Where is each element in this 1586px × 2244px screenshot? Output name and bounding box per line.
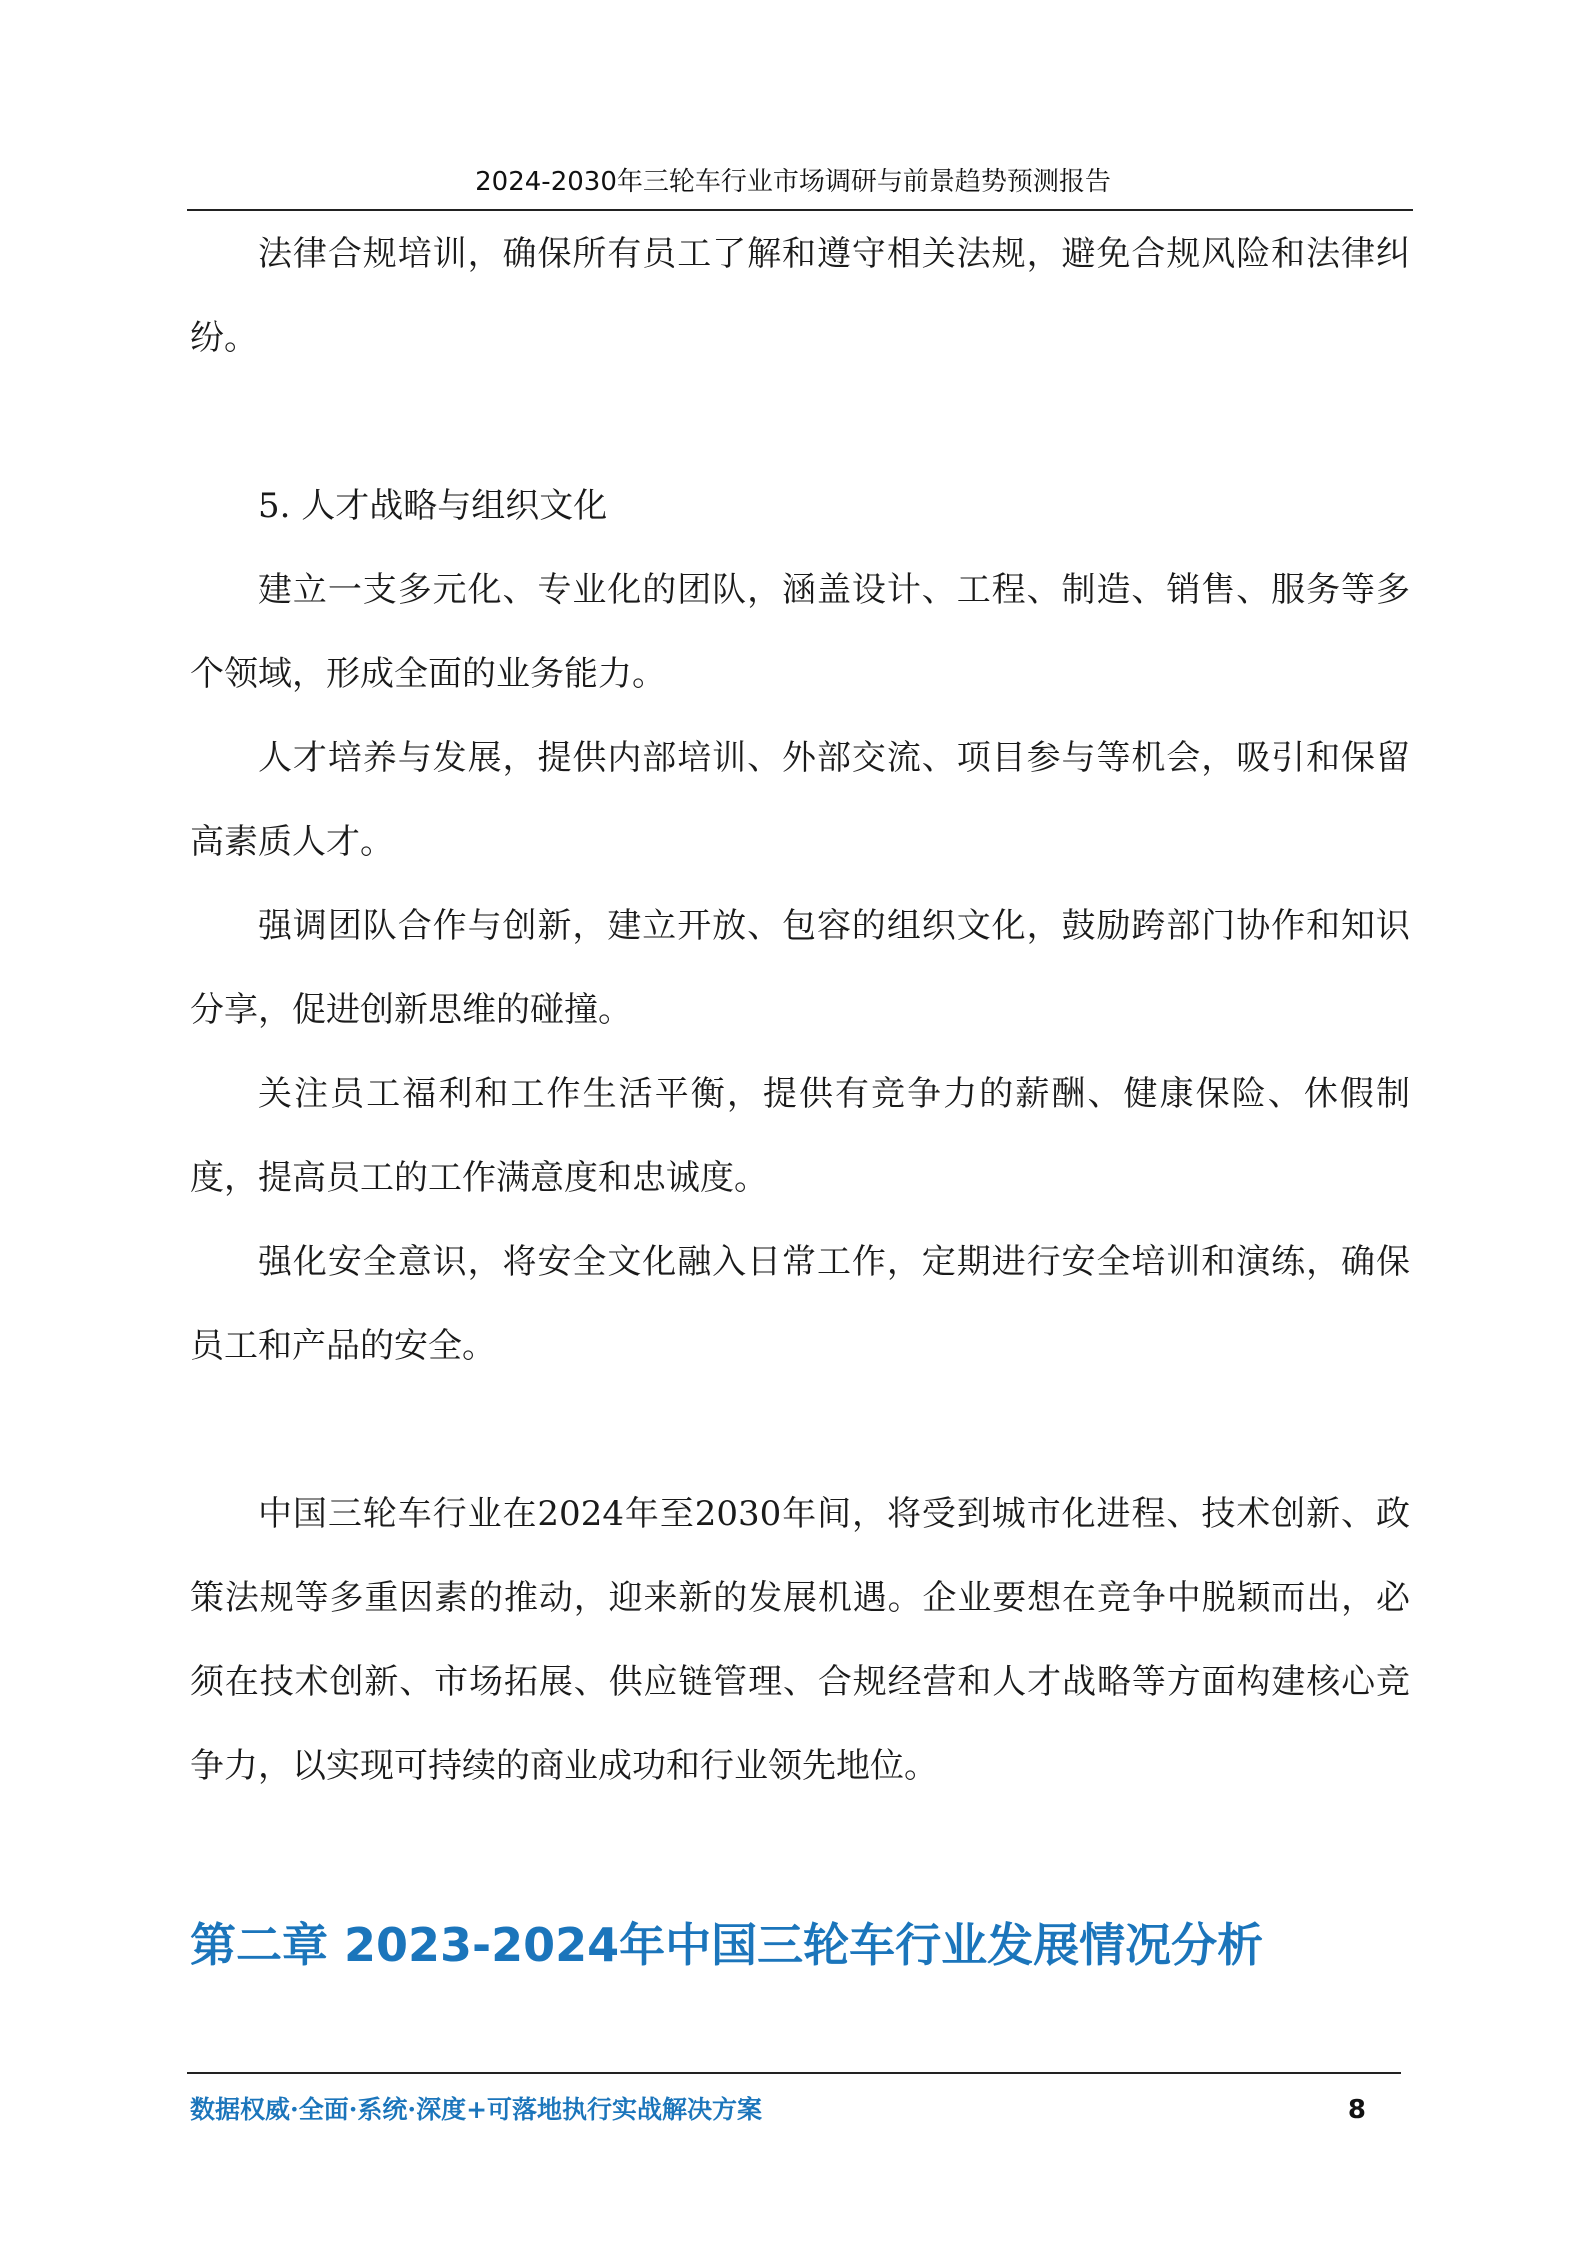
section-heading: 5. 人才战略与组织文化 (258, 486, 608, 526)
paragraph-spacer (190, 1388, 1410, 1472)
paragraph-safety-awareness: 强化安全意识，将安全文化融入日常工作，定期进行安全培训和演练，确保员工和产品的安全。 (190, 1242, 1410, 1366)
paragraph-team-building: 建立一支多元化、专业化的团队，涵盖设计、工程、制造、销售、服务等多个领域，形成全面的业务能力。 (190, 570, 1410, 694)
paragraph-summary: 中国三轮车行业在2024年至2030年间，将受到城市化进程、技术创新、政策法规等多重因素的推动，迎来新的发展机遇。企业要想在竞争中脱颖而出，必须在技术创新、市场拓展、供应链管理、合规经营和人才战略等方面构建核心竞争力，以实现可持续的商业成功和行业领先地位。 (190, 1494, 1410, 1786)
page-header-title: 2024-2030年三轮车行业市场调研与前景趋势预测报告 (475, 167, 1111, 197)
paragraph-spacer (190, 380, 1410, 464)
document-body (190, 212, 1410, 1808)
chapter-title: 第二章 2023-2024年中国三轮车行业发展情况分析 (190, 1918, 1264, 1972)
footer-slogan: 数据权威·全面·系统·深度+可落地执行实战解决方案 (190, 2095, 763, 2124)
page-number: 8 (1347, 2095, 1366, 2125)
header-divider (187, 209, 1413, 211)
paragraph-talent-development: 人才培养与发展，提供内部培训、外部交流、项目参与等机会，吸引和保留高素质人才。 (190, 738, 1410, 862)
paragraph-team-culture: 强调团队合作与创新，建立开放、包容的组织文化，鼓励跨部门协作和知识分享，促进创新思维的碰撞。 (190, 906, 1410, 1030)
paragraph-legal-training: 法律合规培训，确保所有员工了解和遵守相关法规，避免合规风险和法律纠纷。 (190, 234, 1410, 358)
footer-divider (187, 2072, 1401, 2074)
paragraph-employee-welfare: 关注员工福利和工作生活平衡，提供有竞争力的薪酬、健康保险、休假制度，提高员工的工作满意度和忠诚度。 (190, 1074, 1410, 1198)
